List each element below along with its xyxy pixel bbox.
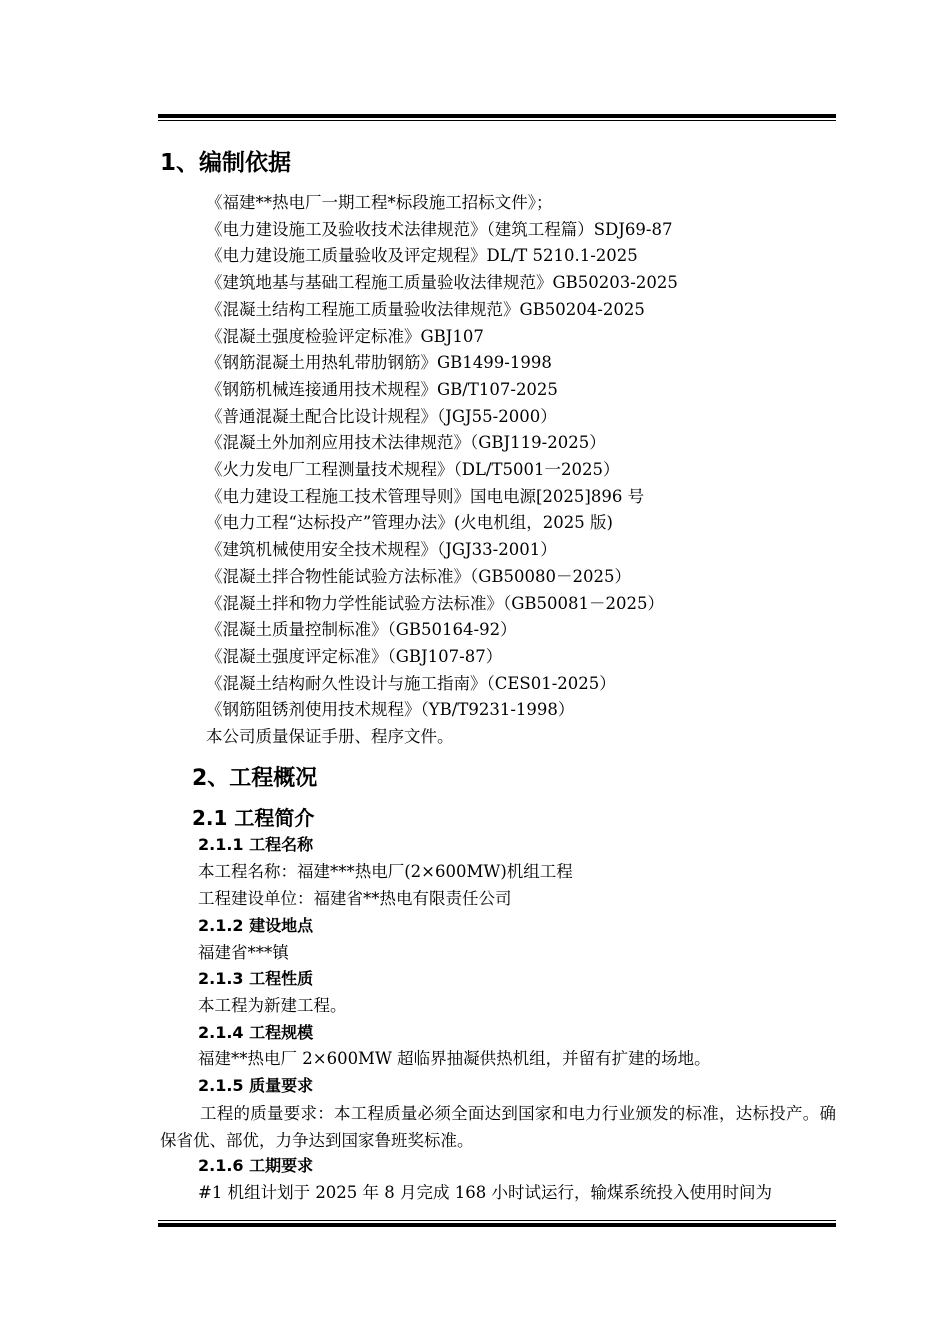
quality-paragraph: 工程的质量要求：本工程质量必须全面达到国家和电力行业颁发的标准，达标投产。确保省优、部优，力争达到国家鲁班奖标准。 xyxy=(160,1104,836,1150)
reference-item: 《电力建设施工质量验收及评定规程》DL/T 5210.1-2025 xyxy=(206,246,638,266)
reference-item: 《建筑地基与基础工程施工质量验收法律规范》GB50203-2025 xyxy=(206,273,678,293)
subsection-2-1-heading: 2.1 工程简介 xyxy=(192,806,315,830)
schedule-line: #1 机组计划于 2025 年 8 月完成 168 小时试运行，输煤系统投入使用时间为 xyxy=(198,1183,773,1202)
heading-2-1-6: 2.1.6 工期要求 xyxy=(198,1156,314,1175)
heading-2-1-1: 2.1.1 工程名称 xyxy=(198,835,314,854)
section1-heading: 1、编制依据 xyxy=(160,150,292,176)
heading-2-1-2: 2.1.2 建设地点 xyxy=(198,916,314,935)
heading-2-1-4: 2.1.4 工程规模 xyxy=(198,1023,314,1042)
reference-item: 《钢筋阻锈剂使用技术规程》（YB/T9231-1998） xyxy=(206,700,575,720)
heading-2-1-5: 2.1.5 质量要求 xyxy=(198,1076,314,1095)
heading-2-1-3: 2.1.3 工程性质 xyxy=(198,969,314,988)
reference-item: 《钢筋机械连接通用技术规程》GB/T107-2025 xyxy=(206,379,558,399)
reference-item: 《混凝土拌合物性能试验方法标准》（GB50080－2025） xyxy=(206,566,632,586)
reference-item: 《混凝土强度评定标准》（GBJ107-87） xyxy=(206,646,503,666)
reference-item: 《混凝土结构工程施工质量验收法律规范》GB50204-2025 xyxy=(206,299,645,319)
reference-item: 《混凝土拌和物力学性能试验方法标准》（GB50081－2025） xyxy=(206,593,665,613)
reference-item: 《混凝土强度检验评定标准》GBJ107 xyxy=(206,326,484,346)
reference-item: 《建筑机械使用安全技术规程》（JGJ33-2001） xyxy=(206,540,557,560)
project-name-line: 本工程名称：福建***热电厂(2×600MW)机组工程 xyxy=(198,862,573,881)
reference-item: 《普通混凝土配合比设计规程》（JGJ55-2000） xyxy=(206,406,557,426)
reference-item: 《混凝土外加剂应用技术法律规范》（GBJ119-2025） xyxy=(206,433,606,453)
scale-line: 福建**热电厂 2×600MW 超临界抽凝供热机组，并留有扩建的场地。 xyxy=(198,1049,711,1068)
owner-line: 工程建设单位：福建省**热电有限责任公司 xyxy=(198,889,512,908)
reference-item: 本公司质量保证手册、程序文件。 xyxy=(206,727,454,747)
footer-rule xyxy=(158,1220,836,1227)
reference-item: 《电力建设施工及验收技术法律规范》（建筑工程篇）SDJ69-87 xyxy=(206,219,673,239)
reference-list xyxy=(206,190,678,751)
location-line: 福建省***镇 xyxy=(198,943,289,962)
reference-item: 《钢筋混凝土用热轧带肋钢筋》GB1499-1998 xyxy=(206,353,552,373)
reference-item: 《混凝土结构耐久性设计与施工指南》（CES01-2025） xyxy=(206,673,616,693)
header-rule xyxy=(158,114,836,121)
reference-item: 《火力发电厂工程测量技术规程》（DL/T5001一2025） xyxy=(206,460,620,480)
reference-item: 《混凝土质量控制标准》（GB50164-92） xyxy=(206,620,517,640)
reference-item: 《福建**热电厂一期工程*标段施工招标文件》； xyxy=(206,193,553,212)
reference-item: 《电力工程“达标投产”管理办法》(火电机组，2025 版) xyxy=(206,513,613,533)
section2-heading: 2、工程概况 xyxy=(192,766,318,791)
nature-line: 本工程为新建工程。 xyxy=(198,996,347,1015)
reference-item: 《电力建设工程施工技术管理导则》国电电源[2025]896 号 xyxy=(206,486,645,506)
